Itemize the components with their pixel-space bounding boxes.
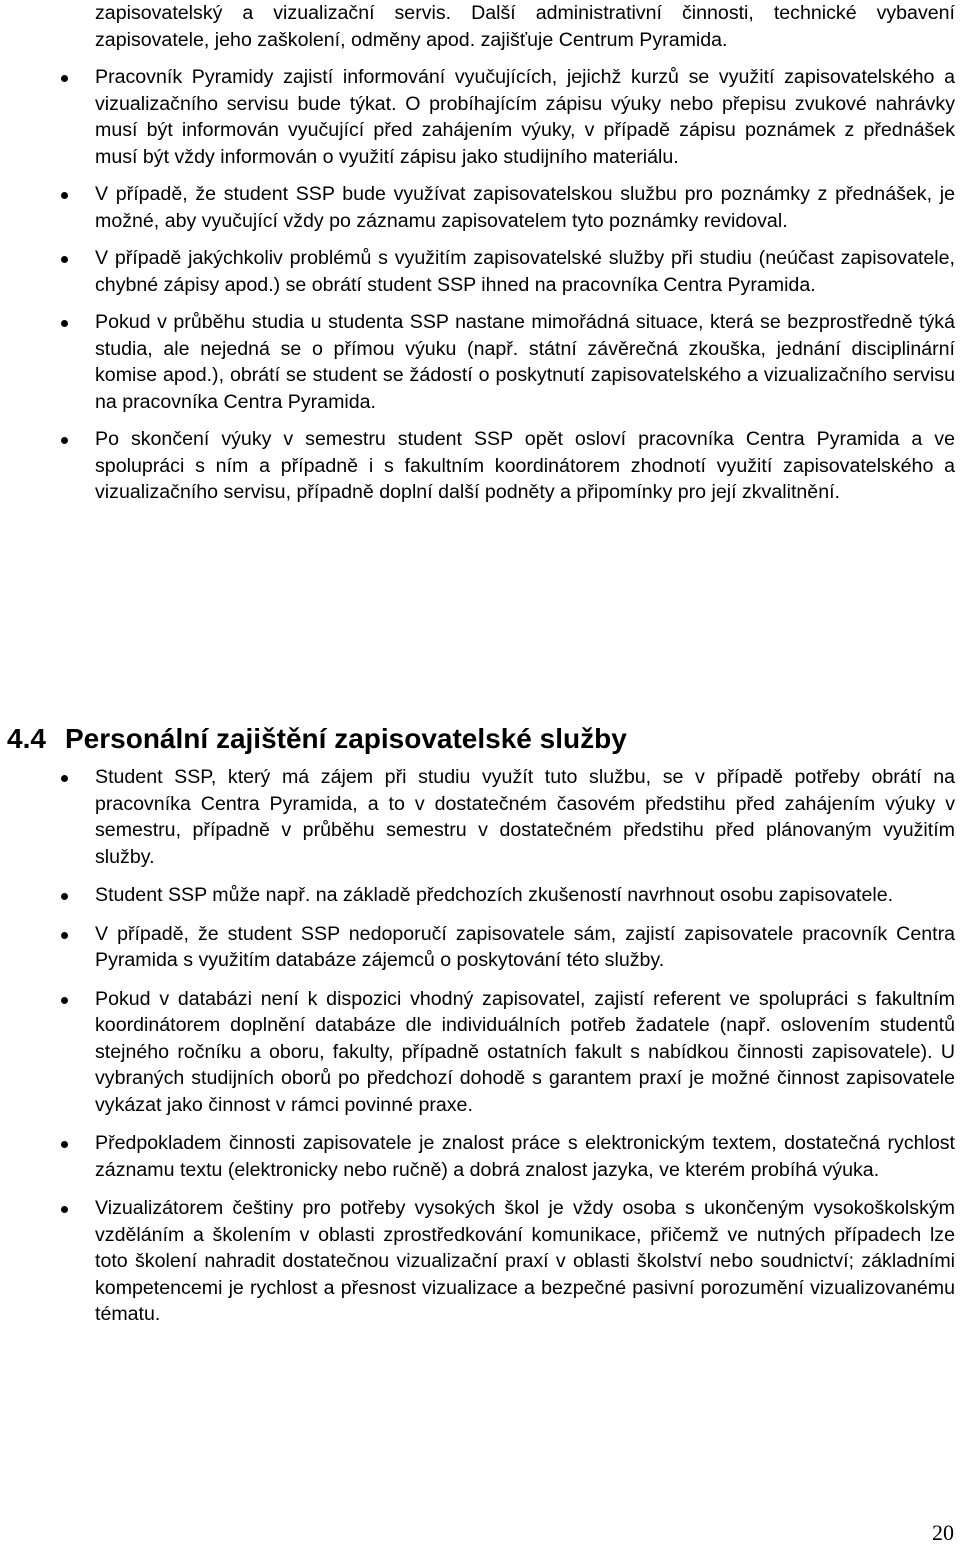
list-item bbox=[0, 64, 955, 170]
list-item-text: Pracovník Pyramidy zajistí informování vyučujících, jejichž kurzů se využití zapisovatelského a vizualizačního servisu bude týkat. O probíhajícím zápisu výuky nebo přepisu zvukové nahrávky musí být informován vyučující před zahájením výuky, v případě zápisu poznámek z přednášek musí být vždy informován o využití zápisu jako studijního materiálu. bbox=[95, 66, 955, 168]
list-item bbox=[0, 986, 955, 1119]
page-number: 20 bbox=[932, 1520, 954, 1545]
section-number: 4.4 bbox=[7, 723, 46, 754]
list-item-text: V případě, že student SSP nedoporučí zapisovatele sám, zajistí zapisovatele pracovník Centra Pyramida s využitím databáze zájemců o poskytování této služby. bbox=[95, 922, 955, 971]
bullet-icon bbox=[61, 437, 68, 444]
continuation-paragraph: zapisovatelský a vizualizační servis. Další administrativní činnosti, technické vybavení zapisovatele, jeho zaškolení, odměny apod. zajišťuje Centrum Pyramida. bbox=[95, 2, 955, 51]
bullet-icon bbox=[61, 1206, 68, 1213]
list-item-text: Vizualizátorem češtiny pro potřeby vysokých škol je vždy osoba s ukončeným vysokoškolským vzděláním a školením v oblasti zprostředkování komunikace, přičemž ve nutných případech lze toto školení nahradit dostatečnou vizualizační praxí v oblasti školství nebo soudnictví; základními kompetencemi je rychlost a přesnost vizualizace a bezpečné pasivní porozumění vizualizovanému tématu. bbox=[95, 1197, 955, 1325]
list-item bbox=[0, 426, 955, 506]
list-item bbox=[0, 245, 955, 298]
bullet-icon bbox=[61, 75, 68, 82]
list-item bbox=[0, 921, 955, 974]
list-item-text: Předpokladem činnosti zapisovatele je znalost práce s elektronickým textem, dostatečná rychlost záznamu textu (elektronicky nebo ručně) a dobrá znalost jazyka, ve kterém probíhá výuka. bbox=[95, 1132, 955, 1181]
list-item-text: V případě jakýchkoliv problémů s využitím zapisovatelské služby při studiu (neúčast zapisovatele, chybné zápisy apod.) se obrátí student SSP ihned na pracovníka Centra Pyramida. bbox=[95, 247, 955, 296]
bullet-icon bbox=[61, 256, 68, 263]
list-item-text: Pokud v průběhu studia u studenta SSP nastane mimořádná situace, která se bezprostředně týká studia, ale nejedná se o přímou výuku (např. státní závěrečná zkouška, jednání disciplinární komise apod.), obrátí se student se žádostí o poskytnutí zapisovatelského a vizualizačního servisu na pracovníka Centra Pyramida. bbox=[95, 311, 955, 413]
bullet-list-2 bbox=[0, 764, 960, 1340]
list-item bbox=[0, 1130, 955, 1183]
section-heading bbox=[7, 717, 627, 761]
bullet-icon bbox=[61, 997, 68, 1004]
list-item bbox=[0, 1195, 955, 1328]
list-item-text: V případě, že student SSP bude využívat zapisovatelskou službu pro poznámky z přednášek, je možné, aby vyučující vždy po záznamu zapisovatelem tyto poznámky revidoval. bbox=[95, 183, 955, 232]
list-item bbox=[0, 882, 955, 909]
bullet-icon bbox=[61, 1141, 68, 1148]
list-item bbox=[0, 181, 955, 234]
list-item bbox=[0, 764, 955, 870]
list-item-text: Student SSP, který má zájem při studiu využít tuto službu, se v případě potřeby obrátí na pracovníka Centra Pyramida, a to v dostatečném časovém předstihu před zahájením výuky v semestru, případně v průběhu semestru v dostatečném předstihu před plánovaným využitím služby. bbox=[95, 766, 955, 868]
list-item-text: Pokud v databázi není k dispozici vhodný zapisovatel, zajistí referent ve spolupráci s fakultním koordinátorem doplnění databáze dle individuálních potřeb žadatele (např. oslovením studentů stejného ročníku a oboru, fakulty, případně ostatních fakult s nabídkou činnosti zapisovatele). U vybraných studijních oborů po předchozí dohodě s garantem praxí je možné činnost zapisovatele vykázat jako činnost v rámci povinné praxe. bbox=[95, 987, 955, 1116]
bullet-icon bbox=[61, 893, 68, 900]
bullet-icon bbox=[61, 932, 68, 939]
bullet-list-1 bbox=[0, 64, 960, 517]
bullet-icon bbox=[61, 192, 68, 199]
list-item-text: Student SSP může např. na základě předchozích zkušeností navrhnout osobu zapisovatele. bbox=[95, 884, 894, 906]
bullet-icon bbox=[61, 775, 68, 782]
list-item bbox=[0, 309, 955, 415]
list-item-text: Po skončení výuky v semestru student SSP opět osloví pracovníka Centra Pyramida a ve spolupráci s ním a případně i s fakultním koordinátorem zhodnotí využití zapisovatelského a vizualizačního servisu, případně doplní další podněty a připomínky pro její zkvalitnění. bbox=[95, 428, 955, 503]
bullet-icon bbox=[61, 320, 68, 327]
section-title: Personální zajištění zapisovatelské služby bbox=[65, 723, 627, 754]
